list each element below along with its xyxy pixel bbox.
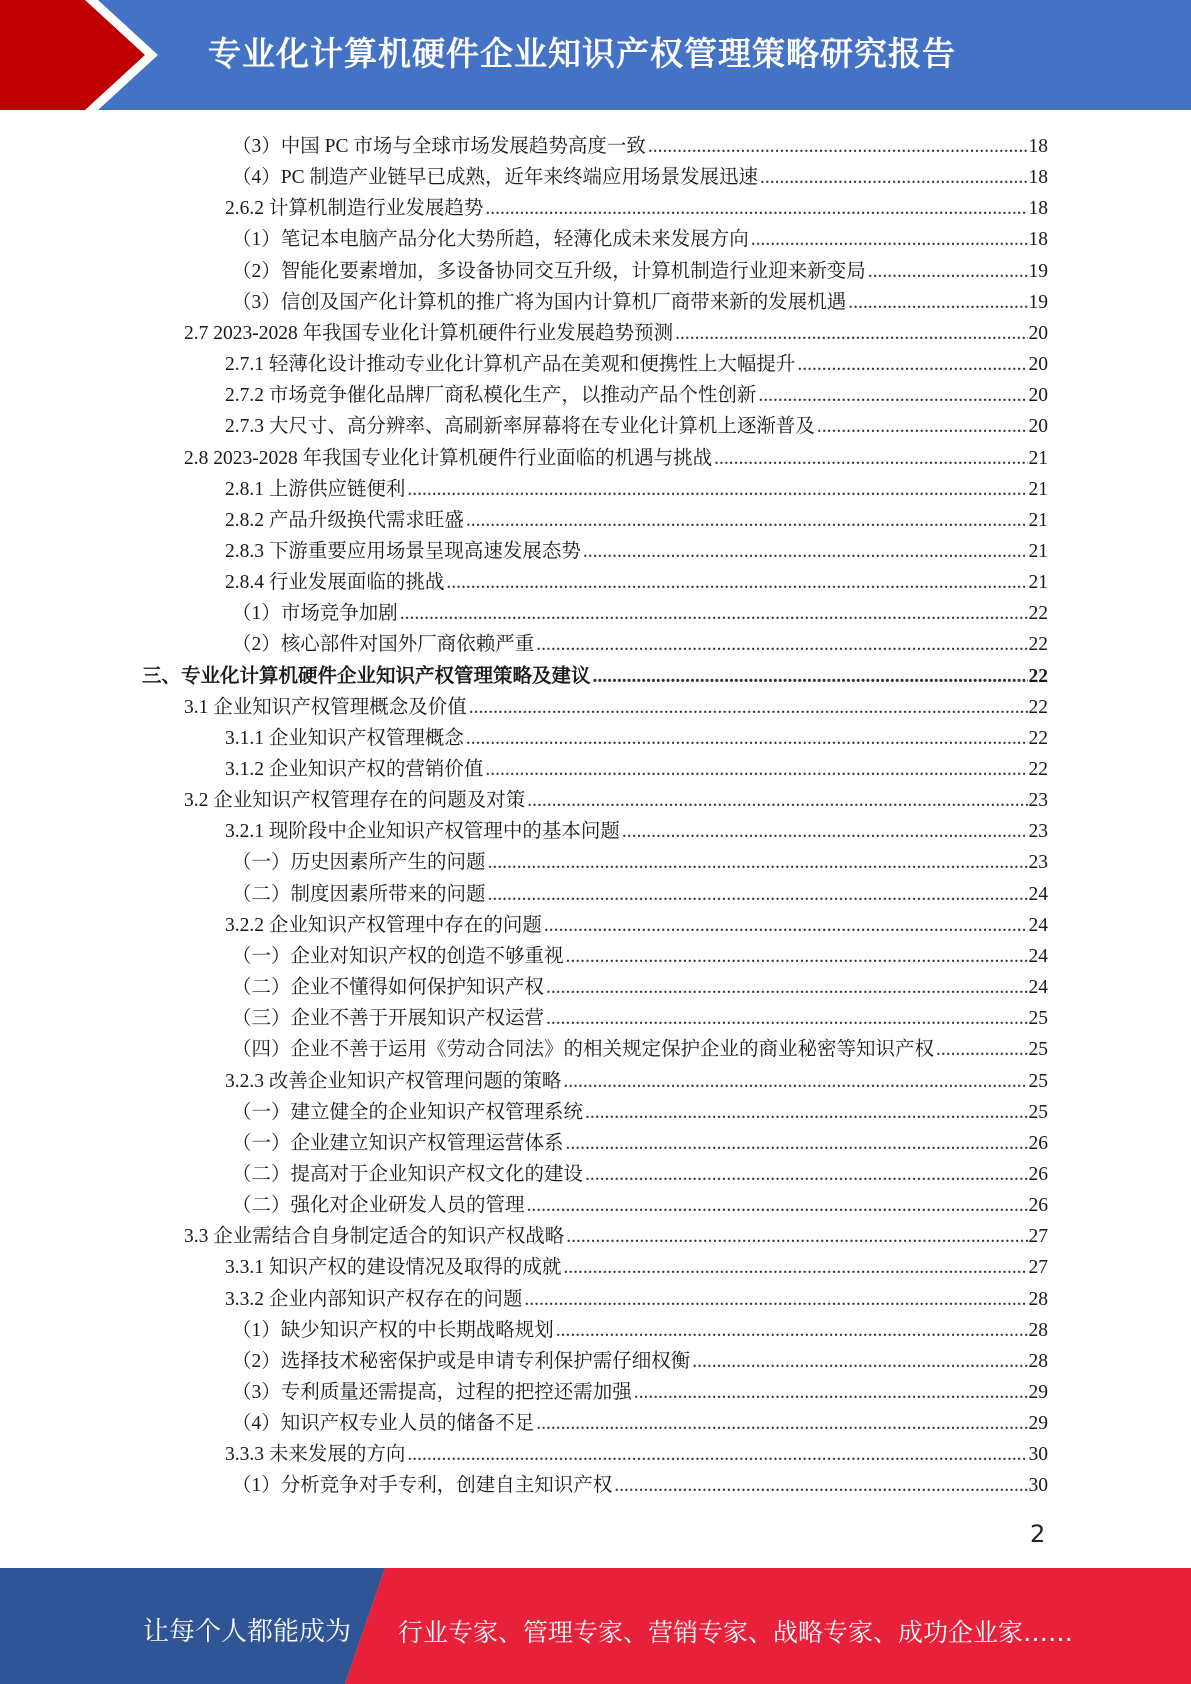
toc-entry-page: 24	[1028, 883, 1048, 905]
toc-leader-dots	[407, 1443, 1027, 1467]
toc-entry[interactable]	[225, 720, 1048, 751]
toc-entry[interactable]	[232, 253, 1048, 284]
toc-entry-title: （1）市场竞争加剧	[232, 603, 398, 625]
toc-entry-title: （一）建立健全的企业知识产权管理系统	[232, 1101, 584, 1123]
toc-leader-dots	[714, 447, 1027, 471]
toc-entry[interactable]	[232, 221, 1048, 252]
toc-entry-title: （二）强化对企业研发人员的管理	[232, 1195, 525, 1217]
toc-entry-page: 30	[1028, 1444, 1048, 1466]
toc-entry-page: 22	[1028, 727, 1048, 749]
toc-entry-page: 20	[1028, 416, 1048, 438]
toc-leader-dots	[936, 1038, 1027, 1062]
toc-entry-page: 23	[1028, 821, 1048, 843]
toc-entry-title: （二）提高对于企业知识产权文化的建设	[232, 1163, 584, 1185]
toc-entry-page: 25	[1028, 1008, 1048, 1030]
toc-entry-page: 21	[1028, 478, 1048, 500]
toc-entry-title: 3.2.2 企业知识产权管理中存在的问题	[225, 914, 542, 936]
toc-entry[interactable]	[232, 1187, 1048, 1218]
toc-entry-title: 3.3.1 知识产权的建设情况及取得的成就	[225, 1257, 562, 1279]
report-title: 专业化计算机硬件企业知识产权管理策略研究报告	[208, 34, 956, 73]
toc-entry-title: （2）选择技术秘密保护或是申请专利保护需仔细权衡	[232, 1350, 691, 1372]
toc-entry-page: 22	[1028, 665, 1048, 687]
toc-entry[interactable]	[225, 377, 1048, 408]
toc-entry[interactable]	[232, 938, 1048, 969]
toc-leader-dots	[536, 1412, 1027, 1436]
toc-entry-title: （2）智能化要素增加，多设备协同交互升级，计算机制造行业迎来新变局	[232, 260, 866, 282]
toc-entry-title: （1）分析竞争对手专利，创建自主知识产权	[232, 1475, 613, 1497]
toc-leader-dots	[622, 820, 1028, 844]
toc-entry[interactable]	[232, 844, 1048, 875]
toc-leader-dots	[527, 789, 1027, 813]
toc-entry[interactable]	[225, 813, 1048, 844]
toc-entry[interactable]	[225, 907, 1048, 938]
toc-entry-title: 3.3.2 企业内部知识产权存在的问题	[225, 1288, 523, 1310]
toc-entry[interactable]	[225, 1281, 1048, 1312]
toc-entry[interactable]	[225, 502, 1048, 533]
toc-leader-dots	[524, 1288, 1027, 1312]
toc-leader-dots	[488, 851, 1028, 875]
toc-leader-dots	[585, 1163, 1027, 1187]
toc-entry[interactable]	[225, 471, 1048, 502]
footer-slogan-right: 行业专家、管理专家、营销专家、战略专家、成功企业家……	[398, 1618, 1074, 1647]
toc-entry[interactable]	[232, 1343, 1048, 1374]
toc-entry-page: 27	[1028, 1226, 1048, 1248]
toc-entry-page: 21	[1028, 540, 1048, 562]
toc-entry-page: 24	[1028, 977, 1048, 999]
toc-entry-page: 28	[1028, 1319, 1048, 1341]
toc-entry-title: 2.8.1 上游供应链便利	[225, 478, 406, 500]
toc-leader-dots	[466, 509, 1028, 533]
page-footer	[0, 1568, 1191, 1684]
toc-entry-page: 19	[1028, 260, 1048, 282]
toc-leader-dots	[466, 727, 1028, 751]
toc-entry-page: 25	[1028, 1070, 1048, 1092]
toc-entry[interactable]	[184, 1218, 1048, 1249]
footer-slogan-left: 让每个人都能成为	[143, 1617, 352, 1647]
toc-entry[interactable]	[232, 1312, 1048, 1343]
toc-entry-page: 28	[1028, 1288, 1048, 1310]
toc-entry-title: 三、专业化计算机硬件企业知识产权管理策略及建议	[142, 665, 591, 687]
toc-entry[interactable]	[232, 284, 1048, 315]
toc-leader-dots	[546, 976, 1027, 1000]
toc-entry[interactable]	[232, 1000, 1048, 1031]
toc-entry-page: 18	[1028, 136, 1048, 157]
page-number: 2	[1030, 1520, 1046, 1548]
toc-leader-dots	[583, 540, 1028, 564]
toc-entry-page: 28	[1028, 1350, 1048, 1372]
toc-entry-title: 2.8.2 产品升级换代需求旺盛	[225, 509, 464, 531]
toc-entry[interactable]	[232, 1156, 1048, 1187]
toc-leader-dots	[566, 1225, 1027, 1249]
toc-entry[interactable]	[142, 658, 1048, 689]
toc-leader-dots	[760, 166, 1028, 190]
toc-entry[interactable]	[232, 1405, 1048, 1436]
toc-entry-title: （二）企业不懂得如何保护知识产权	[232, 977, 545, 999]
toc-entry-page: 18	[1028, 229, 1048, 251]
toc-entry-title: 2.7 2023-2028 年我国专业化计算机硬件行业发展趋势预测	[184, 322, 674, 344]
toc-entry[interactable]	[225, 346, 1048, 377]
toc-entry-page: 26	[1028, 1195, 1048, 1217]
toc-entry[interactable]	[232, 128, 1048, 159]
toc-entry-page: 27	[1028, 1257, 1048, 1279]
toc-leader-dots	[675, 322, 1027, 346]
toc-entry-title: （4）PC 制造产业链早已成熟，近年来终端应用场景发展迅速	[232, 167, 758, 189]
toc-entry-title: 2.8 2023-2028 年我国专业化计算机硬件行业面临的机遇与挑战	[184, 447, 713, 469]
toc-entry-title: （4）知识产权专业人员的储备不足	[232, 1413, 535, 1435]
toc-entry-title: （一）企业建立知识产权管理运营体系	[232, 1132, 564, 1154]
toc-entry-title: （3）专利质量还需提高，过程的把控还需加强	[232, 1382, 632, 1403]
toc-entry-title: （三）企业不善于开展知识产权运营	[232, 1008, 545, 1030]
toc-leader-dots	[758, 384, 1027, 408]
toc-entry[interactable]	[225, 1063, 1048, 1094]
toc-leader-dots	[485, 197, 1027, 221]
toc-entry-title: 3.1 企业知识产权管理概念及价值	[184, 696, 467, 718]
toc-leader-dots	[585, 1101, 1027, 1125]
toc-leader-dots	[469, 696, 1028, 720]
toc-leader-dots	[692, 1350, 1027, 1374]
toc-entry-page: 20	[1028, 385, 1048, 407]
toc-entry[interactable]	[232, 1031, 1048, 1062]
toc-entry[interactable]	[225, 751, 1048, 782]
toc-leader-dots	[527, 1194, 1028, 1218]
toc-leader-dots	[566, 1132, 1028, 1156]
toc-entry[interactable]	[225, 533, 1048, 564]
toc-entry-title: 2.6.2 计算机制造行业发展趋势	[225, 198, 484, 220]
toc-entry-page: 21	[1028, 572, 1048, 594]
toc-entry[interactable]	[232, 1374, 1048, 1405]
toc-entry[interactable]	[232, 1125, 1048, 1156]
toc-leader-dots	[848, 291, 1027, 315]
toc-entry-title: 3.1.2 企业知识产权的营销价值	[225, 759, 484, 780]
toc-entry[interactable]	[232, 595, 1048, 626]
toc-entry-page: 22	[1028, 759, 1048, 780]
toc-leader-dots	[488, 883, 1028, 907]
toc-entry-title: （3）信创及国产化计算机的推广将为国内计算机厂商带来新的发展机遇	[232, 291, 847, 313]
toc-entry-page: 26	[1028, 1132, 1048, 1154]
toc-entry-title: 3.1.1 企业知识产权管理概念	[225, 727, 464, 749]
toc-entry-title: （1）缺少知识产权的中长期战略规划	[232, 1319, 554, 1341]
toc-entry[interactable]	[184, 782, 1048, 813]
toc-leader-dots	[563, 1256, 1027, 1280]
toc-entry[interactable]	[225, 1436, 1048, 1467]
toc-entry-title: 3.3 企业需结合自身制定适合的知识产权战略	[184, 1226, 565, 1248]
toc-entry-title: 2.8.4 行业发展面临的挑战	[225, 572, 445, 594]
toc-entry-title: 2.7.2 市场竞争催化品牌厂商私模化生产，以推动产品个性创新	[225, 385, 757, 407]
toc-leader-dots	[868, 260, 1028, 284]
toc-leader-dots	[485, 758, 1027, 782]
toc-leader-dots	[614, 1474, 1027, 1498]
toc-leader-dots	[817, 415, 1028, 439]
toc-entry-title: （2）核心部件对国外厂商依赖严重	[232, 634, 535, 656]
toc-entry[interactable]	[184, 440, 1048, 471]
toc-entry-page: 18	[1028, 167, 1048, 189]
toc-entry-title: 2.7.1 轻薄化设计推动专业化计算机产品在美观和便携性上大幅提升	[225, 354, 796, 376]
toc-leader-dots	[563, 1070, 1027, 1094]
toc-leader-dots	[544, 914, 1028, 938]
toc-entry-title: 3.2 企业知识产权管理存在的问题及对策	[184, 790, 526, 812]
toc-entry-title: （1）笔记本电脑产品分化大势所趋，轻薄化成未来发展方向	[232, 229, 749, 251]
toc-entry-page: 22	[1028, 603, 1048, 625]
toc-entry[interactable]	[232, 1094, 1048, 1125]
toc-entry-page: 25	[1028, 1039, 1048, 1061]
toc-entry[interactable]	[225, 564, 1048, 595]
toc-entry[interactable]	[232, 626, 1048, 657]
toc-entry-title: 2.8.3 下游重要应用场景呈现高速发展态势	[225, 540, 581, 562]
toc-leader-dots	[797, 353, 1027, 377]
toc-leader-dots	[634, 1381, 1028, 1405]
toc-entry[interactable]	[232, 159, 1048, 190]
toc-entry-page: 23	[1028, 790, 1048, 812]
toc-entry-page: 21	[1028, 509, 1048, 531]
toc-entry-page: 20	[1028, 322, 1048, 344]
page-header	[0, 0, 1191, 110]
toc-entry-page: 29	[1028, 1382, 1048, 1403]
toc-entry-page: 26	[1028, 1163, 1048, 1185]
toc-entry[interactable]	[225, 1249, 1048, 1280]
toc-entry-title: （一）历史因素所产生的问题	[232, 852, 486, 874]
toc-entry[interactable]	[232, 1467, 1048, 1498]
toc-entry[interactable]	[232, 969, 1048, 1000]
toc-entry-page: 19	[1028, 291, 1048, 313]
toc-entry-page: 24	[1028, 945, 1048, 967]
toc-entry[interactable]	[225, 190, 1048, 221]
toc-entry-title: 3.2.3 改善企业知识产权管理问题的策略	[225, 1070, 562, 1092]
toc-entry-page: 23	[1028, 852, 1048, 874]
toc-entry-title: （3）中国 PC 市场与全球市场发展趋势高度一致	[232, 136, 646, 157]
toc-entry-title: （二）制度因素所带来的问题	[232, 883, 486, 905]
toc-leader-dots	[446, 571, 1027, 595]
toc-leader-dots	[556, 1319, 1028, 1343]
toc-leader-dots	[566, 945, 1028, 969]
toc-entry-page: 24	[1028, 914, 1048, 936]
toc-leader-dots	[407, 478, 1027, 502]
toc-entry-page: 22	[1028, 634, 1048, 656]
toc-entry-title: （一）企业对知识产权的创造不够重视	[232, 945, 564, 967]
toc-entry[interactable]	[232, 876, 1048, 907]
toc-entry[interactable]	[225, 408, 1048, 439]
toc-entry-page: 25	[1028, 1101, 1048, 1123]
toc-leader-dots	[536, 633, 1027, 657]
toc-entry-page: 20	[1028, 354, 1048, 376]
toc-entry-title: 3.3.3 未来发展的方向	[225, 1444, 406, 1466]
toc-entry[interactable]	[184, 689, 1048, 720]
toc-entry-page: 29	[1028, 1413, 1048, 1435]
toc-entry-page: 18	[1028, 198, 1048, 220]
toc-entry[interactable]	[184, 315, 1048, 346]
toc-entry-page: 21	[1028, 447, 1048, 469]
toc-leader-dots	[751, 228, 1028, 252]
toc-entry-title: （四）企业不善于运用《劳动合同法》的相关规定保护企业的商业秘密等知识产权	[232, 1039, 935, 1061]
toc-leader-dots	[648, 135, 1028, 159]
toc-entry-title: 3.2.1 现阶段中企业知识产权管理中的基本问题	[225, 821, 620, 843]
toc-entry-page: 30	[1028, 1475, 1048, 1497]
toc-leader-dots	[546, 1007, 1027, 1031]
toc-entry-page: 22	[1028, 696, 1048, 718]
toc-entry-title: 2.7.3 大尺寸、高分辨率、高刷新率屏幕将在专业化计算机上逐渐普及	[225, 416, 815, 438]
toc-leader-dots	[593, 665, 1028, 689]
toc-leader-dots	[400, 602, 1028, 626]
